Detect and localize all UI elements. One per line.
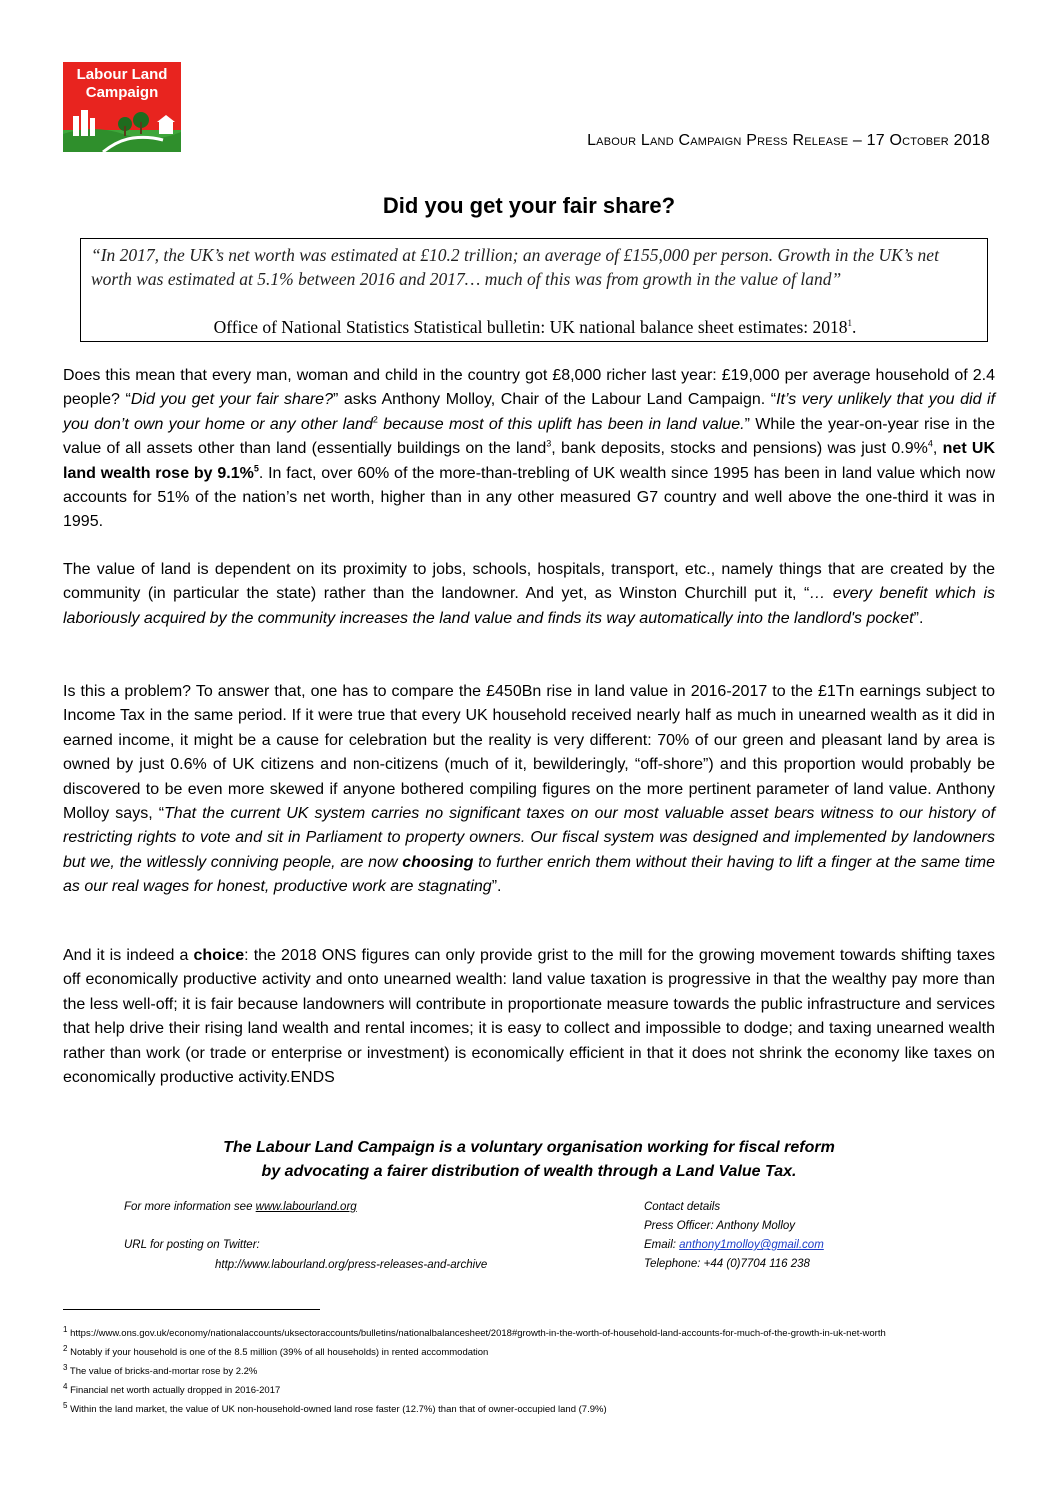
p3-b: That the current UK system carries no significant taxes on our most valuable asset bears witness to our history of restricting rights to vote and sit in Parliament to property owners. Our fiscal system was designed and implemented by landowners but we, the witlessly conniving people, are now (63, 805, 996, 871)
p1-j: . In fact, over 60% of the more-than-trebling of UK wealth since 1995 has been in land value which now accounts for 51% of the nation’s net worth, higher than in any other measured G7 country and well above the one-third it was in 1995. (63, 464, 995, 531)
footnote-text: The value of bricks-and-mortar rose by 2.2% (67, 1366, 258, 1377)
p3-d: to further enrich them without their having to lift a finger at the same time as our real wages for honest, productive work are stagnating (63, 853, 996, 896)
footnote-text: Notably if your household is one of the 8.5 million (39% of all households) in rented accommodation (67, 1347, 489, 1358)
footnote-ref-2[interactable]: 2 (372, 414, 378, 425)
p1-f: ” While the year-on-year rise in the value of all assets other than land (essentially buildings on the land (63, 415, 996, 458)
footnote-number: 4 (63, 1381, 68, 1391)
campaign-tagline (0, 1136, 1058, 1184)
paragraph-2 (63, 558, 995, 631)
email-link[interactable]: anthony1molloy@gmail.com (679, 1239, 824, 1251)
logo-line-2: Campaign (85, 84, 159, 101)
quote-source (81, 315, 989, 339)
footnote-divider (63, 1309, 320, 1310)
footnote-text: Financial net worth actually dropped in 2016-2017 (67, 1385, 281, 1396)
footnote-4 (63, 1381, 1003, 1400)
footnote-text: Within the land market, the value of UK non-household-owned land rose faster (12.7%) than that of owner-occupied land (7.9%) (67, 1404, 607, 1415)
email-line (644, 1236, 824, 1255)
p1-e: because most of this uplift has been in land value. (377, 415, 745, 433)
p1-c: ” asks Anthony Molloy, Chair of the Labour Land Campaign. “ (332, 391, 777, 409)
p3-c: choosing (402, 853, 474, 871)
footnote-ref-1[interactable]: 1 (847, 318, 853, 329)
tagline-line-1: The Labour Land Campaign is a voluntary organisation working for fiscal reform (223, 1139, 835, 1156)
twitter-url-label: URL for posting on Twitter: (124, 1239, 260, 1251)
footnote-number: 3 (63, 1362, 68, 1372)
p1-b: Did you get your fair share? (130, 391, 333, 409)
p4-b: choice (193, 947, 245, 964)
more-info (124, 1198, 357, 1217)
quote-source-end: . (852, 317, 857, 337)
paragraph-4 (63, 944, 995, 1090)
quote-source-text: Office of National Statistics Statistical bulletin: UK national balance sheet estimates: 2018 (213, 317, 848, 337)
more-info-label: For more information see (124, 1201, 256, 1213)
website-link[interactable]: www.labourland.org (255, 1201, 357, 1213)
contact-heading: Contact details (644, 1201, 721, 1213)
p1-h: , (932, 440, 943, 458)
p2-b: … every benefit which is laboriously acquired by the community increases the land value and finds its way automatically into the landlord's pocket (63, 585, 996, 627)
email-label: Email: (644, 1239, 680, 1251)
p4-c: : the 2018 ONS figures can only provide grist to the mill for the growing movement towards shifting taxes off economically productive activity and onto unearned wealth: land value taxation is progressive in that the wealthy pay more than the less well-off; it is fair because landowners will contribute in proportionate measure towards the public infrastructure and services that help drive their rising land wealth and rental incomes; it is easy to collect and impossible to dodge; and taxing unearned wealth rather than work (or trade or enterprise or investment) is economically efficient in that it does not shrink the economy like taxes on economically productive activity.ENDS (63, 947, 995, 1087)
footnotes (63, 1324, 1003, 1419)
paragraph-1 (63, 364, 995, 535)
p1-a: Does this mean that every man, woman and child in the country got £8,000 richer last year: £19,000 per average household of 2.4 people? “ (63, 367, 995, 409)
p1-i: net UK land wealth rose by 9.1% (63, 440, 996, 482)
telephone: Telephone: +44 (0)7704 116 238 (644, 1258, 810, 1270)
twitter-url-value: http://www.labourland.org/press-releases-and-archive (215, 1259, 488, 1271)
logo-line-1: Labour Land (76, 66, 168, 83)
footnote-ref-3[interactable]: 3 (546, 438, 552, 449)
press-release-header: Labour Land Campaign Press Release – 17 October 2018 (587, 132, 990, 149)
p3-a: Is this a problem? To answer that, one has to compare the £450Bn rise in land value in 2016-2017 to the £1Tn earnings subject to Income Tax in the same period. If it were true that every UK household received nearly half as much in unearned wealth as it did in earned income, it might be a cause for celebration but the reality is very different: 70% of our green and pleasant land by area is owned by just 0.6% of UK citizens and non-citizens (much of it, bewilderingly, “off-shore”) and this proportion would probably be discovered to be even more skewed if anyone bothered compiling figures on the more pertinent parameter of land value. Anthony Molloy says, “ (63, 683, 995, 823)
footnote-ref-5[interactable]: 5 (253, 463, 259, 474)
footnote-2 (63, 1343, 1003, 1362)
p1-g: , bank deposits, stocks and pensions) was just 0.9% (551, 440, 928, 458)
footnote-number: 1 (63, 1324, 68, 1334)
quote-text: “In 2017, the UK’s net worth was estimated at £10.2 trillion; an average of £155,000 per person. Growth in the UK’s net worth was estimated at 5.1% between 2016 and 2017… much of this was from growth in the value of land” (91, 245, 939, 289)
p1-d: It’s very unlikely that you did if you don’t own your home or any other land (63, 391, 996, 433)
logo-landscape-icon (63, 104, 181, 152)
p2-a: The value of land is dependent on its proximity to jobs, schools, hospitals, transport, etc., namely things that are created by the community (in particular the state) rather than the landowner. And yet, as Winston Churchill put it, “ (63, 561, 995, 603)
contact-details (644, 1198, 824, 1274)
footnote-1 (63, 1324, 1003, 1343)
footnote-text: https://www.ons.gov.uk/economy/nationalaccounts/uksectoraccounts/bulletins/nationalbalancesheet/2018#growth-in-the-worth-of-household-land-accounts-for-much-of-the-growth-in-uk-net-worth (67, 1328, 886, 1339)
footnote-5 (63, 1400, 1003, 1419)
press-officer: Press Officer: Anthony Molloy (644, 1220, 796, 1232)
p3-e: ”. (491, 878, 502, 896)
footnote-number: 2 (63, 1343, 68, 1353)
ons-quote-box (80, 238, 988, 342)
footnote-3 (63, 1362, 1003, 1381)
tagline-line-2: by advocating a fairer distribution of wealth through a Land Value Tax. (261, 1163, 797, 1180)
logo-text (63, 66, 181, 102)
paragraph-3 (63, 680, 995, 900)
labour-land-campaign-logo (63, 62, 181, 152)
p4-a: And it is indeed a (63, 947, 194, 964)
p2-c: ”. (913, 609, 924, 627)
page-title: Did you get your fair share? (382, 193, 676, 218)
footnote-number: 5 (63, 1400, 68, 1410)
footnote-ref-4[interactable]: 4 (927, 438, 933, 449)
